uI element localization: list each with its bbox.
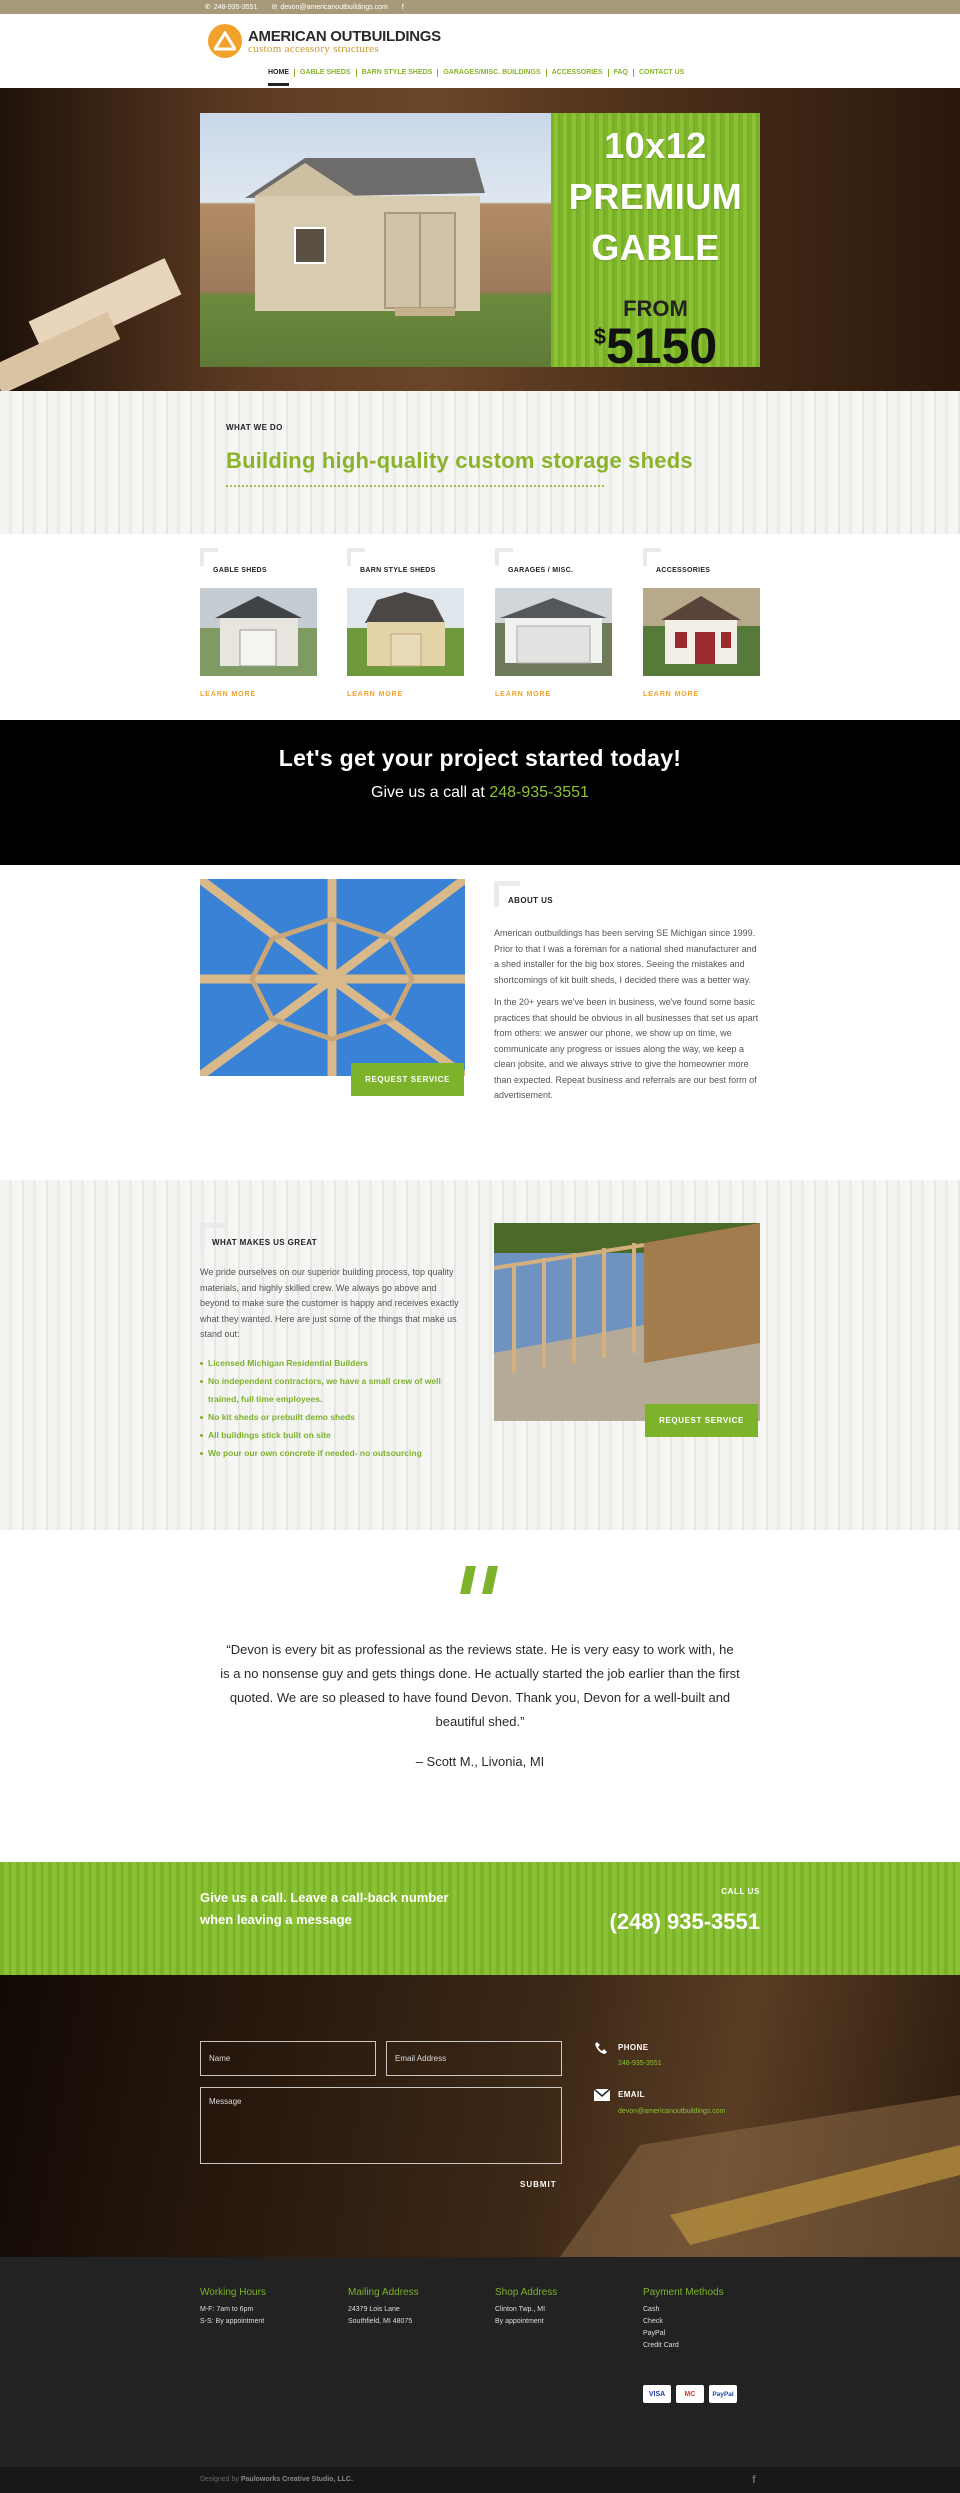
request-service-button[interactable]: REQUEST SERVICE bbox=[645, 1404, 758, 1437]
promo-price: $5150 bbox=[593, 318, 718, 374]
footer-bottom-bar bbox=[0, 2467, 960, 2493]
wall-framing-image bbox=[494, 1223, 760, 1421]
call-us-label: CALL US bbox=[721, 1887, 760, 1896]
facebook-icon[interactable]: f bbox=[752, 2474, 756, 2486]
categories-section: GABLE SHEDS LEARN MORE BARN STYLE SHEDS LEARN MORE GARAGES / MISC. LEARN MORE ACCESSORIES LEARN MORE bbox=[0, 534, 960, 720]
contact-email-link[interactable]: devon@americanoutbuildings.com bbox=[618, 2108, 726, 2115]
payment-cards bbox=[643, 2385, 737, 2403]
testimonial-section bbox=[0, 1530, 960, 1862]
cta-subline: Give us a call at 248-935-3551 bbox=[371, 784, 589, 801]
promo-premium: PREMIUM bbox=[568, 176, 743, 217]
hero-promo-panel[interactable] bbox=[551, 113, 760, 374]
tape-measure-background bbox=[520, 1975, 960, 2257]
phone-icon bbox=[594, 2041, 608, 2055]
roof-framing-image bbox=[200, 879, 465, 1076]
cta-section bbox=[0, 720, 960, 865]
why-section bbox=[0, 1180, 960, 1530]
mastercard-icon: MC bbox=[676, 2385, 704, 2403]
shed-illustration bbox=[235, 158, 485, 318]
what-we-do-headline: Building high-quality custom storage sheds bbox=[226, 448, 693, 473]
about-text: American outbuildings has been serving SE Michigan since 1999. Prior to that I was a foreman for a national shed manufacturer and a shed installer for the big box stores. Seeing the mistakes and shortcomings of kit built sheds, I decided there was a better way. In the 20+ years we've been in business, we've found some basic practices that should be obvious in all businesses that set us apart from others: we answer our phone, we show up on time, we communicate any progress or issues along the way, we keep a clean jobsite, and we always strive to give the homeowner more than expected. Repeat business and referrals are our best form of advertisement. bbox=[494, 928, 759, 1100]
site-footer bbox=[0, 2257, 960, 2467]
why-bullet-list bbox=[200, 1354, 468, 1462]
testimonial-author: – Scott M., Livonia, MI bbox=[415, 1754, 545, 1769]
topbar-email[interactable]: ✉ devon@americanoutbuildings.com bbox=[271, 3, 388, 11]
site-logo[interactable] bbox=[208, 24, 441, 58]
learn-more-link[interactable]: LEARN MORE bbox=[347, 691, 404, 698]
nav-faq[interactable]: FAQ bbox=[608, 69, 633, 77]
phone-icon: ✆ bbox=[205, 4, 211, 11]
footer-shop-address: Shop Address Clinton Twp., MI By appointment bbox=[495, 2287, 558, 2325]
nav-accessories[interactable]: ACCESSORIES bbox=[546, 69, 608, 77]
footer-hours: Working Hours M-F: 7am to 6pm S-S: By appointment bbox=[200, 2287, 266, 2325]
learn-more-link[interactable]: LEARN MORE bbox=[495, 691, 552, 698]
learn-more-link[interactable]: LEARN MORE bbox=[643, 691, 700, 698]
designer-credit: Designed by Pauloworks Creative Studio, LLC. bbox=[200, 2476, 353, 2483]
section-label: ABOUT US bbox=[508, 896, 553, 905]
hero-shed-image bbox=[200, 113, 560, 367]
brand-name: AMERICAN OUTBUILDINGS bbox=[248, 27, 441, 45]
brand-tagline: custom accessory structures bbox=[248, 42, 379, 55]
quote-icon bbox=[460, 1566, 500, 1596]
footer-mailing-address: Mailing Address 24379 Lois Lane Southfield, MI 48075 bbox=[348, 2287, 419, 2325]
email-icon: ✉ bbox=[271, 4, 278, 11]
text-fade-divider bbox=[226, 485, 604, 489]
paypal-icon: PayPal bbox=[709, 2385, 737, 2403]
what-we-do-section bbox=[0, 391, 960, 534]
promo-gable: GABLE bbox=[591, 227, 720, 268]
about-section bbox=[0, 865, 960, 1180]
email-icon bbox=[594, 2089, 610, 2101]
contact-phone-link[interactable]: 248-935-3551 bbox=[618, 2060, 662, 2067]
visa-card-icon: VISA bbox=[643, 2385, 671, 2403]
message-textarea[interactable] bbox=[200, 2087, 562, 2164]
accessories-image bbox=[643, 588, 760, 676]
barn-shed-image bbox=[347, 588, 464, 676]
submit-button[interactable]: SUBMIT bbox=[520, 2180, 557, 2189]
main-nav bbox=[268, 69, 689, 77]
nav-contact-us[interactable]: CONTACT US bbox=[633, 69, 689, 77]
garage-image bbox=[495, 588, 612, 676]
call-us-phone[interactable]: (248) 935-3551 bbox=[609, 1909, 760, 1934]
testimonial-quote: “Devon is every bit as professional as the reviews state. He is very easy to work with, he is a no nonsense guy and gets things done. He actually started the job earlier than the first quoted. We are so pleased to have found Devon. Thank you, Devon for a well-built and beautiful shed.” bbox=[220, 1642, 740, 1729]
facebook-icon[interactable]: f bbox=[401, 3, 404, 11]
call-us-section bbox=[0, 1862, 960, 1975]
section-label: WHAT MAKES US GREAT bbox=[212, 1238, 318, 1247]
list-item: We pour our own concrete if needed- no outsourcing bbox=[200, 1444, 468, 1462]
list-item: Licensed Michigan Residential Builders bbox=[200, 1354, 468, 1372]
logo-triangle-icon bbox=[208, 24, 242, 58]
promo-size: 10x12 bbox=[604, 125, 707, 166]
hero-section bbox=[0, 88, 960, 391]
list-item: No kit sheds or prebuilt demo sheds bbox=[200, 1408, 468, 1426]
contact-email-block: EMAIL devon@americanoutbuildings.com bbox=[594, 2089, 610, 2104]
nav-gable-sheds[interactable]: GABLE SHEDS bbox=[294, 69, 356, 77]
why-text: We pride ourselves on our superior building process, top quality materials, and highly skilled crew. We always go above and beyond to make sure the customer is happy and receives exactly what they wanted. Here are just some of the things that make us stand out: Licensed Michigan Residential Builders No independent contractors, we have a small crew of well trained, full time employees. No kit sheds or prebuilt demo sheds All buildings stick built on site We pour our own concrete if needed- no outsourcing bbox=[200, 1265, 468, 1462]
cta-headline: Let's get your project started today! bbox=[278, 745, 682, 771]
call-us-message: Give us a call. Leave a call-back number when leaving a message bbox=[200, 1890, 449, 1927]
section-label: WHAT WE DO bbox=[226, 423, 283, 432]
list-item: All buildings stick built on site bbox=[200, 1426, 468, 1444]
designer-link[interactable]: Pauloworks Creative Studio, LLC. bbox=[240, 2476, 353, 2483]
top-bar bbox=[0, 0, 960, 14]
promo-from: FROM bbox=[623, 296, 688, 321]
topbar-phone[interactable]: ✆ 248-935-3551 bbox=[205, 3, 258, 11]
email-input[interactable] bbox=[386, 2041, 562, 2076]
site-header bbox=[0, 14, 960, 88]
gable-shed-image bbox=[200, 588, 317, 676]
list-item: No independent contractors, we have a small crew of well trained, full time employees. bbox=[200, 1372, 468, 1408]
nav-garages[interactable]: GARAGES/MISC. BUILDINGS bbox=[437, 69, 545, 77]
request-service-button[interactable]: REQUEST SERVICE bbox=[351, 1063, 464, 1096]
nav-barn-style-sheds[interactable]: BARN STYLE SHEDS bbox=[356, 69, 438, 77]
contact-section bbox=[0, 1975, 960, 2257]
contact-phone-block: PHONE 248-935-3551 bbox=[594, 2041, 608, 2058]
footer-payment-methods: Payment Methods Cash Check PayPal Credit Card bbox=[643, 2287, 724, 2349]
learn-more-link[interactable]: LEARN MORE bbox=[200, 691, 257, 698]
nav-home[interactable]: HOME bbox=[268, 69, 294, 77]
name-input[interactable] bbox=[200, 2041, 376, 2076]
cta-phone-link[interactable]: 248-935-3551 bbox=[489, 784, 589, 801]
